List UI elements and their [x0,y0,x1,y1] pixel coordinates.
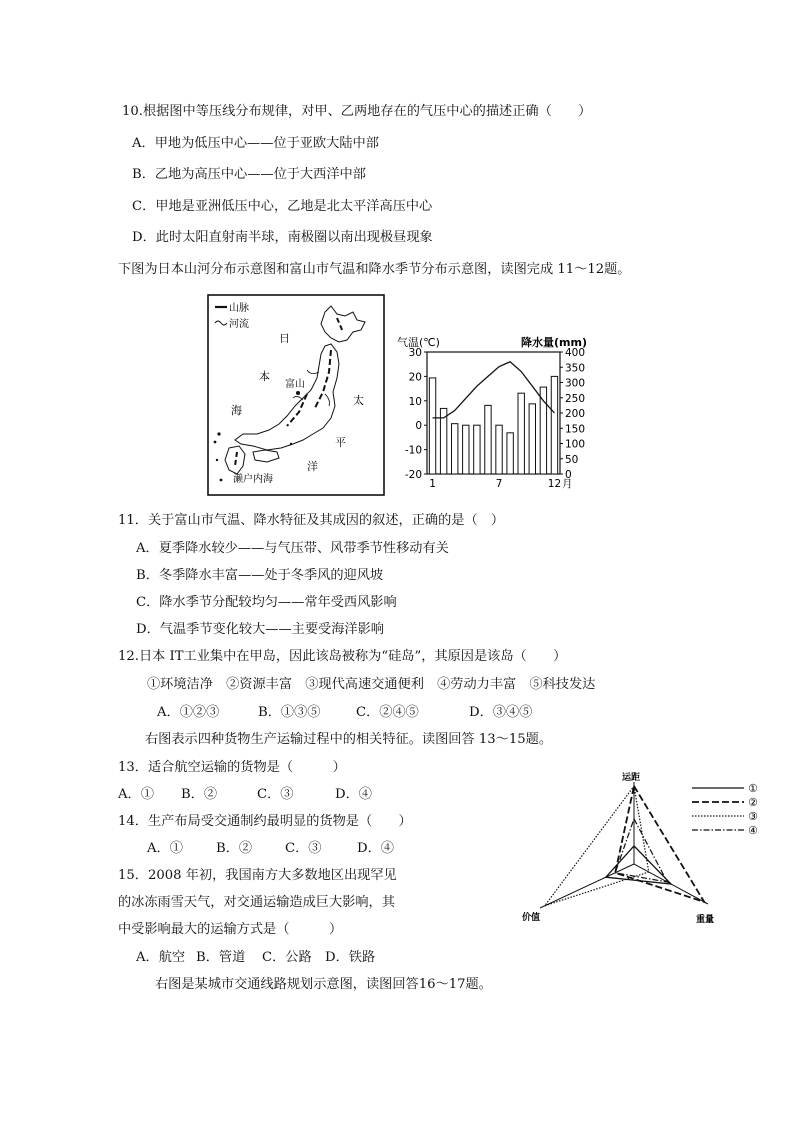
q10-stem: 10.根据图中等压线分布规律，对甲、乙两地存在的气压中心的描述正确（ ） [122,104,592,119]
q11-option-c: C．降水季节分配较均匀——常年受西风影响 [136,595,397,610]
right-tick-label: 300 [565,377,586,390]
right-tick-label: 0 [565,469,572,481]
q12-items: ①环境洁净 ②资源丰富 ③现代高速交通便利 ④劳动力丰富 ⑤科技发达 [147,677,596,692]
x-tick-label: 7 [495,478,503,490]
toyama-label: 富山 [285,379,305,390]
label-tai: 太 [353,394,364,407]
q14-stem: 14．生产布局受交通制约最明显的货物是（ ） [118,814,412,829]
legend-river-label: 河流 [229,319,249,330]
left-axis-title: 气温(℃) [397,336,440,349]
x-tick-label: 1 [429,478,436,490]
precip-bar-month-6 [485,405,491,474]
q15-option-a: A．航空 [136,950,186,965]
q13-option-a: A．① [118,787,154,802]
label-hai: 海 [231,404,242,417]
intro-11-12: 下图为日本山河分布示意图和富山市气温和降水季节分布示意图，读图完成 11～12题。 [118,262,631,277]
q14-option-c: C．③ [285,841,322,856]
temperature-line [433,362,555,418]
legend-label-4: ④ [748,824,758,837]
axis-label-distance: 运距 [622,773,641,783]
q14-option-a: A．① [147,841,183,856]
intro-13-15: 右图表示四种货物生产运输过程中的相关特征。读图回答 13～15题。 [145,732,553,747]
q13-stem: 13．适合航空运输的货物是（ ） [118,760,346,775]
month-unit-label: 月 [562,478,573,490]
label-ben: 本 [259,370,270,383]
q11-option-a: A．夏季降水较少——与气压带、风带季节性移动有关 [136,541,449,556]
left-tick-label: 20 [408,371,422,384]
q13-option-d: D．④ [335,787,372,802]
q11-stem: 11．关于富山市气温、降水特征及其成因的叙述，正确的是（ ） [118,513,505,528]
q11-option-b: B．冬季降水丰富——处于冬季风的迎风坡 [136,568,384,583]
precip-bar-month-5 [474,425,480,474]
legend-label-3: ③ [748,810,758,823]
legend-label-2: ② [748,796,758,809]
right-tick-label: 100 [565,438,586,451]
q10-option-a: A．甲地为低压中心——位于亚欧大陆中部 [132,136,379,151]
precip-bar-month-10 [529,404,535,474]
left-tick-label: 30 [408,347,422,359]
label-ri: 日 [279,332,290,345]
precip-bar-month-9 [518,393,524,474]
left-tick-label: -20 [404,469,422,481]
left-tick-label: -10 [404,444,422,457]
q12-option-b: B．①③⑤ [258,705,321,720]
q15-option-c: C．公路 [262,950,312,965]
q15-stem-line2: 的冰冻雨雪天气，对交通运输造成巨大影响，其 [118,895,395,910]
q15-stem-line1: 15．2008 年初，我国南方大多数地区出现罕见 [118,868,397,883]
q12-stem: 12.日本 IT工业集中在甲岛，因此该岛被称为“硅岛”，其原因是该岛（ ） [118,649,567,664]
right-tick-label: 150 [565,423,586,436]
japan-map [207,294,385,496]
right-axis-title: 降水量(mm) [521,336,587,349]
radar-chart [512,768,782,928]
q10-option-b: B．乙地为高压中心——位于大西洋中部 [132,167,366,182]
label-yang: 洋 [307,460,318,473]
q10-option-c: C．甲地是亚洲低压中心，乙地是北太平洋高压中心 [132,199,433,214]
legend-mountain-label: 山脉 [229,303,249,314]
precip-bar-month-1 [429,378,435,474]
q12-option-c: C．②④⑤ [356,705,419,720]
radar-series-2 [615,786,704,902]
label-ping: 平 [335,436,346,449]
precip-bar-month-4 [463,425,469,474]
left-tick-label: 10 [408,395,422,408]
legend-label-1: ① [748,782,758,795]
radar-axis [540,864,634,908]
q14-option-d: D．④ [357,841,394,856]
axis-label-value: 价值 [522,913,541,923]
q12-option-a: A．①②③ [157,705,220,720]
q12-option-d: D．③④⑤ [469,705,533,720]
right-tick-label: 400 [565,347,586,359]
q14-option-b: B．② [216,841,253,856]
right-tick-label: 250 [565,392,586,405]
precip-bar-month-7 [496,425,502,474]
q13-option-c: C．③ [257,787,294,802]
q11-option-d: D．气温季节变化较大——主要受海洋影响 [136,622,384,637]
axis-label-weight: 重量 [696,915,715,925]
intro-16-17: 右图是某城市交通线路规划示意图，读图回答16～17题。 [155,977,492,992]
right-tick-label: 350 [565,362,586,375]
precip-bar-month-12 [551,376,557,474]
x-tick-label: 12 [547,478,562,490]
right-tick-label: 50 [565,453,579,466]
left-tick-label: 0 [415,420,422,433]
q15-option-d: D．铁路 [325,950,376,965]
q10-option-d: D．此时太阳直射南半球，南极圈以南出现极昼现象 [132,230,433,245]
inland-sea-label: 濑户内海 [233,474,273,485]
precip-bar-month-8 [507,433,513,474]
climate-chart [395,334,605,494]
q13-option-b: B．② [181,787,218,802]
right-tick-label: 200 [565,408,586,420]
q15-option-b: B．管道 [196,950,246,965]
precip-bar-month-3 [452,424,458,474]
q15-stem-line3: 中受影响最大的运输方式是（ ） [118,922,343,937]
